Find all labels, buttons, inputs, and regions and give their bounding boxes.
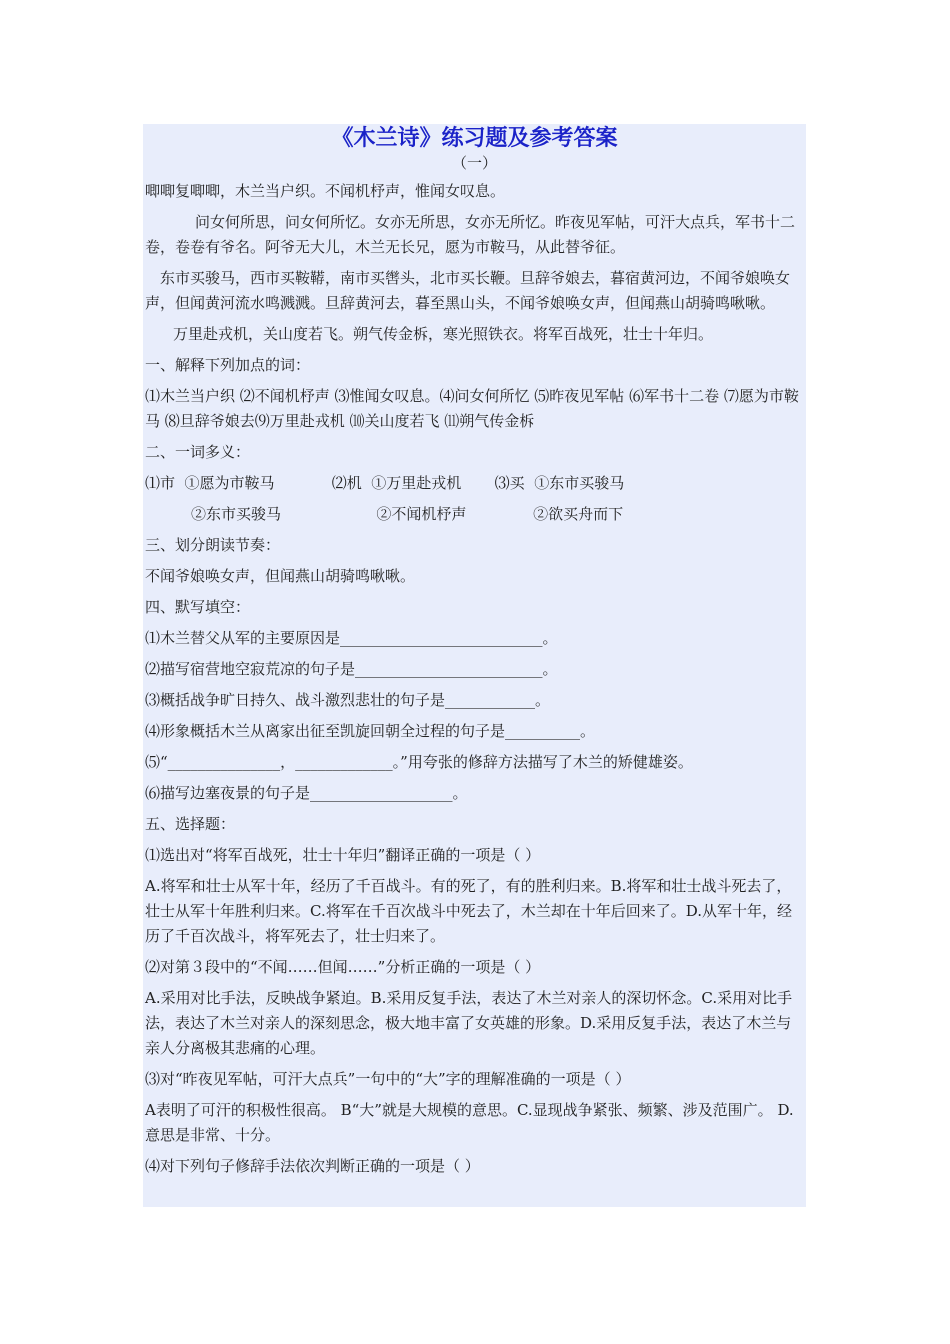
section-number: （一） <box>451 154 497 172</box>
poem-paragraph-2: 问女何所思，问女何所忆。女亦无所思，女亦无所忆。昨夜见军帖，可汗大点兵，军书十二卷，卷卷有爷名。阿爷无大儿，木兰无长兄，愿为市鞍马，从此替爷征。 <box>145 213 796 256</box>
section-2-row-2: ②东市买骏马 ②不闻机杼声 ②欲买舟而下 <box>191 505 624 523</box>
section-2-heading: 二、一词多义： <box>145 443 251 461</box>
document-title: 《木兰诗》练习题及参考答案 <box>331 126 618 151</box>
section-1-heading: 一、解释下列加点的词： <box>145 356 311 374</box>
section-3-heading: 三、划分朗读节奏： <box>145 536 281 554</box>
question-2: ⑵对第３段中的“不闻……但闻……”分析正确的一项是（ ） <box>145 958 541 976</box>
poem-paragraph-1: 唧唧复唧唧，木兰当户织。不闻机杼声，惟闻女叹息。 <box>145 182 506 200</box>
question-4: ⑷对下列句子修辞手法依次判断正确的一项是（ ） <box>145 1157 480 1175</box>
fill-blank-6: ⑹描写边塞夜景的句子是___________________。 <box>145 784 468 802</box>
question-1: ⑴选出对“将军百战死，壮士十年归”翻译正确的一项是（ ） <box>145 846 541 864</box>
document-page <box>143 124 806 1207</box>
fill-blank-5: ⑸“_______________，_____________。”用夸张的修辞方法描写了木兰的矫健雄姿。 <box>145 753 693 771</box>
section-4-heading: 四、默写填空： <box>145 598 251 616</box>
fill-blank-2: ⑵描写宿营地空寂荒凉的句子是_________________________。 <box>145 660 558 678</box>
fill-blank-4: ⑷形象概括木兰从离家出征至凯旋回朝全过程的句子是__________。 <box>145 722 596 740</box>
section-2-row-1: ⑴市 ①愿为市鞍马 ⑵机 ①万里赴戎机 ⑶买 ①东市买骏马 <box>145 474 625 492</box>
section-5-heading: 五、选择题： <box>145 815 236 833</box>
question-3: ⑶对“昨夜见军帖，可汗大点兵”一句中的“大”字的理解准确的一项是（ ） <box>145 1070 631 1088</box>
section-1-items: ⑴木兰当户织 ⑵不闻机杼声 ⑶惟闻女叹息。⑷问女何所忆 ⑸昨夜见军帖 ⑹军书十二卷 ⑺愿为市鞍马 ⑻旦辞爷娘去⑼万里赴戎机 ⑽关山度若飞 ⑾朔气传金柝 <box>145 387 799 430</box>
question-1-options: A.将军和壮士从军十年，经历了千百战斗。有的死了，有的胜利归来。B.将军和壮士战斗死去了，壮士从军十年胜利归来。C.将军在千百次战斗中死去了，木兰却在十年后回来了。D.从军十年，经历了千百次战斗，将军死去了，壮士归来了。 <box>145 877 792 945</box>
question-2-options: A.采用对比手法，反映战争紧迫。B.采用反复手法，表达了木兰对亲人的深切怀念。C.采用对比手法，表达了木兰对亲人的深刻思念，极大地丰富了女英雄的形象。D.采用反复手法，表达了木兰与亲人分离极其悲痛的心理。 <box>145 989 793 1057</box>
fill-blank-1: ⑴木兰替父从军的主要原因是___________________________。 <box>145 629 558 647</box>
fill-blank-3: ⑶概括战争旷日持久、战斗激烈悲壮的句子是____________。 <box>145 691 551 709</box>
poem-paragraph-3: 东市买骏马，西市买鞍鞯，南市买辔头，北市买长鞭。旦辞爷娘去，暮宿黄河边，不闻爷娘唤女声，但闻黄河流水鸣溅溅。旦辞黄河去，暮至黑山头，不闻爷娘唤女声，但闻燕山胡骑鸣啾啾。 <box>145 269 791 312</box>
poem-paragraph-4: 万里赴戎机，关山度若飞。朔气传金柝，寒光照铁衣。将军百战死，壮士十年归。 <box>173 325 714 343</box>
section-3-text: 不闻爷娘唤女声，但闻燕山胡骑鸣啾啾。 <box>145 567 416 585</box>
question-3-options: A表明了可汗的积极性很高。 B“大”就是大规模的意思。C.显现战争紧张、频繁、涉及范围广。 D.意思是非常、十分。 <box>145 1101 794 1144</box>
